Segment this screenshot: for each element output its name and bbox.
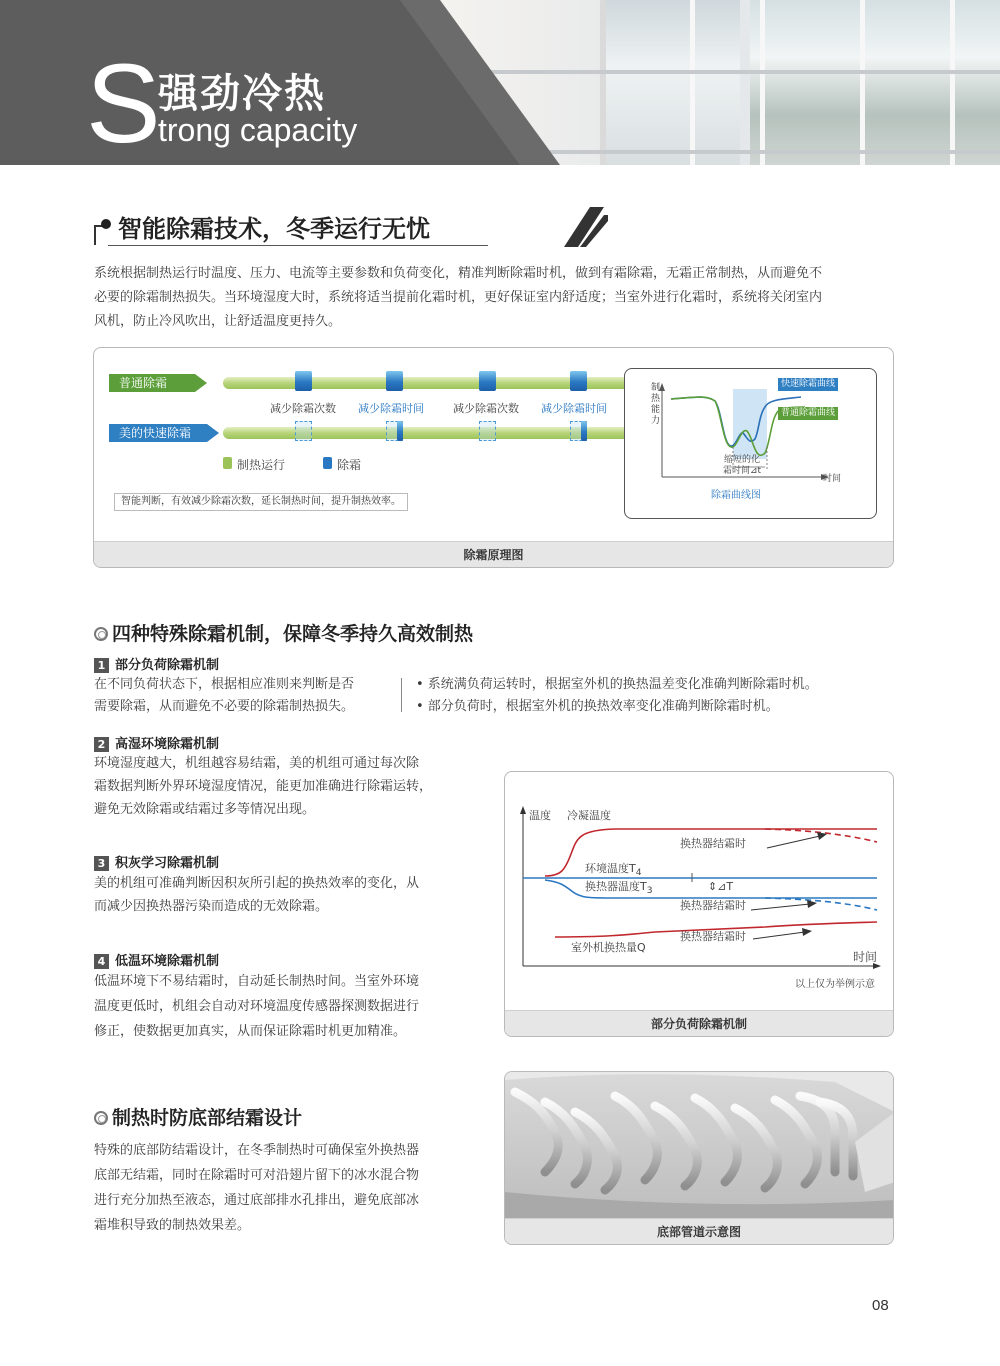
header-photo-rail: [440, 70, 1000, 74]
text-line: 环境湿度越大，机组越容易结霜，美的机组可通过每次除: [94, 756, 420, 771]
defrost-block-short: [581, 421, 587, 441]
item1-heading: [94, 654, 219, 673]
header-big-letter: S: [86, 41, 161, 165]
figure-caption: 除霜原理图: [94, 541, 893, 567]
page-number: 08: [872, 1297, 889, 1314]
item3-text: [94, 872, 464, 918]
legend-heating-swatch: [223, 457, 232, 469]
annotation-arrow: [767, 836, 820, 848]
defrost-note: 智能判断，有效减少除霜次数，延长制热时间，提升制热效率。: [114, 493, 408, 511]
ambient-temp-text: 环境温度T: [585, 862, 636, 875]
header-photo-mullion: [760, 0, 765, 165]
number-badge: 2: [94, 737, 109, 752]
curve-y-label: 制热能力: [651, 383, 661, 426]
legend-defrost-label: 除霜: [337, 458, 362, 472]
item1-bullets: [416, 674, 896, 718]
text-line: 特殊的底部防结霜设计，在冬季制热时可确保室外换热器: [94, 1143, 420, 1158]
delta-t-text: ⊿T: [717, 880, 734, 893]
text-line: 修正，使数据更加真实，从而保证除霜时机更加精准。: [94, 1024, 407, 1039]
heading-underline: [108, 245, 488, 246]
legend-defrost-swatch: [323, 457, 332, 469]
text-line: 温度更低时，机组会自动对环境温度传感器探测数据进行: [94, 999, 420, 1014]
defrost-block: [479, 371, 496, 391]
fast-defrost-bar: [223, 427, 689, 439]
item2-heading: [94, 733, 219, 752]
paragraph-line: 必要的除霜制热损失。当环境湿度大时，系统将适当提前化霜时机，更好保证室内舒适度；当室外进行化霜时，系统将关闭室内: [94, 290, 823, 305]
normal-curve-tag: 普通除霜曲线: [778, 407, 838, 420]
text-line: 底部无结霜，同时在除霜时可对沿翅片留下的冰水混合物: [94, 1168, 420, 1183]
annotation-arrow: [753, 932, 805, 939]
outdoor-heat-label: 室外机换热量Q: [571, 941, 646, 954]
section3-title: 制热时防底部结霜设计: [112, 1107, 303, 1129]
label-fewer-times: 减少除霜次数: [453, 402, 519, 415]
removed-defrost-marker: [295, 421, 312, 441]
section3-heading: [94, 1103, 302, 1130]
up-down-arrow-icon: ⇕: [708, 880, 718, 893]
cond-temp-label: 冷凝温度: [567, 809, 611, 822]
frost-label: 换热器结霜时: [680, 837, 746, 850]
chart-x-label: 时间: [853, 950, 878, 964]
defrost-block: [570, 371, 587, 391]
item3-heading: [94, 852, 219, 871]
heading-dot-icon: [101, 219, 111, 229]
legend-heating-label: 制热运行: [237, 458, 286, 472]
frost-label: 换热器结霜时: [680, 899, 746, 912]
section1-title: 智能除霜技术，冬季运行无忧: [118, 215, 430, 243]
text-line: 霜堆积导致的制热效果差。: [94, 1218, 251, 1233]
bottom-pipe-illustration: [505, 1072, 894, 1220]
delta-t-label: [708, 880, 733, 893]
text-line: 而减少因换热器污染而造成的无效除霜。: [94, 899, 329, 914]
bullet-line: • 系统满负荷运转时，根据室外机的换热温差变化准确判断除霜时机。: [416, 677, 818, 692]
annotation-arrowhead-icon: [802, 928, 812, 936]
item2-text: [94, 752, 464, 821]
section3-text: [94, 1138, 464, 1238]
section1-heading: [94, 207, 514, 247]
header-photo-mullion: [950, 0, 955, 165]
label-shorter-time: 减少除霜时间: [358, 402, 424, 415]
ring-bullet-icon: [94, 627, 108, 641]
ambient-temp-subscript: 4: [635, 867, 642, 879]
page-title: 强劲冷热: [158, 71, 326, 117]
curve-title: 除霜曲线图: [711, 490, 761, 501]
partial-load-figure: [504, 771, 894, 1037]
chart-y-label: 温度: [529, 809, 551, 822]
tag-arrow-icon: [195, 374, 207, 392]
ambient-temp-label: [585, 860, 642, 878]
exchanger-temp-text: 换热器温度T: [585, 880, 647, 893]
number-badge: 1: [94, 658, 109, 673]
text-line: 进行充分加热至液态，通过底部排水孔排出，避免底部冰: [94, 1193, 420, 1208]
curve-x-label: 时间: [823, 474, 842, 484]
exchanger-frost-line: [765, 898, 877, 910]
defrost-principle-figure: [93, 347, 894, 568]
paragraph-line: 风机，防止冷风吹出，让舒适温度更持久。: [94, 314, 342, 329]
annotation-arrow: [751, 904, 810, 910]
item-title: 部分负荷除霜机制: [115, 658, 220, 673]
tag-arrow-icon: [207, 424, 219, 442]
header-photo-window: [750, 0, 1000, 165]
chart-note: 以上仅为举例示意: [795, 979, 875, 990]
figure-caption: 底部管道示意图: [505, 1218, 893, 1244]
exchanger-temp-subscript: 3: [646, 885, 653, 897]
header-photo-mullion: [690, 0, 695, 165]
fast-curve-tag: 快速除霜曲线: [778, 378, 838, 391]
tag-normal-label: 普通除霜: [119, 376, 168, 390]
defrost-block: [386, 371, 403, 391]
frost-label: 换热器结霜时: [680, 930, 746, 943]
label-shorter-time: 减少除霜时间: [541, 402, 607, 415]
double-slash-icon: [564, 207, 608, 247]
bullet-line: • 部分负荷时，根据室外机的换热效率变化准确判断除霜时机。: [416, 699, 779, 714]
shortened-line: 霜时间⊿t: [722, 466, 762, 476]
text-line: 避免无效除霜或结霜过多等情况出现。: [94, 802, 316, 817]
vertical-divider: [401, 678, 402, 712]
exchanger-temp-label: [585, 878, 653, 896]
text-line: 在不同负荷状态下，根据相应准则来判断是否: [94, 677, 355, 692]
removed-defrost-marker: [479, 421, 496, 441]
figure-caption: 部分负荷除霜机制: [505, 1010, 893, 1036]
text-line: 美的机组可准确判断因积灰所引起的换热效率的变化，从: [94, 876, 420, 891]
item1-text: [94, 674, 404, 718]
y-axis-arrow-icon: [520, 806, 526, 814]
text-line: 需要除霜，从而避免不必要的除霜制热损失。: [94, 699, 355, 714]
shortened-time-label: [719, 455, 765, 477]
page-subtitle: trong capacity: [158, 112, 358, 148]
tag-normal-defrost: [109, 374, 195, 392]
number-badge: 4: [94, 954, 109, 969]
defrost-block: [295, 371, 312, 391]
tag-fast-defrost: [109, 424, 207, 442]
text-line: 低温环境下不易结霜时，自动延长制热时间。当室外环境: [94, 974, 420, 989]
header-photo-window: [600, 0, 740, 165]
normal-defrost-bar: [223, 377, 689, 389]
text-line: 霜数据判断外界环境湿度情况，能更加准确进行除霜运转，: [94, 779, 433, 794]
header-photo-mullion: [860, 0, 865, 165]
defrost-block-short: [397, 421, 403, 441]
shortened-line: 缩短的化: [723, 455, 760, 465]
label-fewer-times: 减少除霜次数: [270, 402, 336, 415]
header-banner: [0, 0, 1000, 165]
item-title: 低温环境除霜机制: [115, 954, 220, 969]
section1-paragraph: [94, 262, 914, 334]
defrost-curve-panel: [624, 368, 877, 519]
ring-bullet-icon: [94, 1111, 108, 1125]
item4-heading: [94, 950, 219, 969]
paragraph-line: 系统根据制热运行时温度、压力、电流等主要参数和负荷变化，精准判断除霜时机，做到有霜除霜，无霜正常制热，从而避免不: [94, 266, 823, 281]
section2-title: 四种特殊除霜机制，保障冬季持久高效制热: [112, 623, 474, 645]
item4-text: [94, 969, 464, 1044]
item-title: 高湿环境除霜机制: [115, 737, 220, 752]
tag-fast-label: 美的快速除霜: [119, 426, 192, 440]
item-title: 积灰学习除霜机制: [115, 856, 220, 871]
section2-heading: [94, 619, 473, 646]
number-badge: 3: [94, 856, 109, 871]
bottom-pipe-figure: [504, 1071, 894, 1245]
shortened-time-band: [733, 389, 767, 459]
